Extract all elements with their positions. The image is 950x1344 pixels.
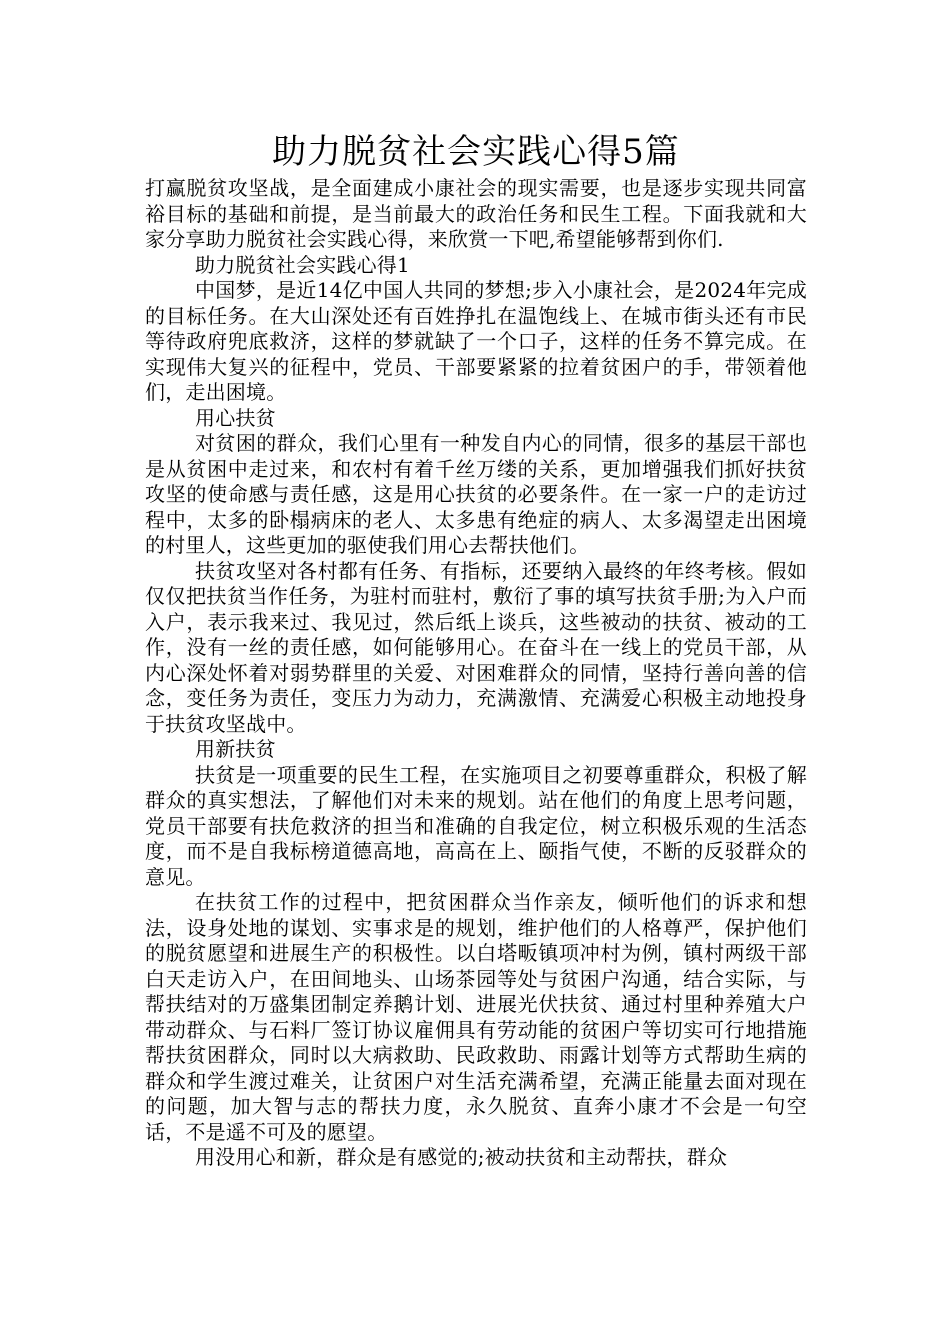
body-paragraph: 在扶贫工作的过程中，把贫困群众当作亲友，倾听他们的诉求和想法，设身处地的谋划、实事求是的规划，维护他们的人格尊严，保护他们的脱贫愿望和进展生产的积极性。以白塔畈镇项冲村为例，镇村两级干部白天走访入户，在田间地头、山场茶园等处与贫困户沟通，结合实际，与帮扶结对的万盛集团制定养鹅计划、进展光伏扶贫、通过村里种养殖大户带动群众、与石料厂签订协议雇佣具有劳动能的贫困户等切实可行地措施帮扶贫困群众，同时以大病救助、民政救助、雨露计划等方式帮助生病的群众和学生渡过难关，让贫困户对生活充满希望，充满正能量去面对现在的问题，加大智与志的帮扶力度，永久脱贫、直奔小康才不会是一句空话，不是遥不可及的愿望。 (145, 890, 807, 1144)
body-paragraph: 用心扶贫 (195, 405, 276, 430)
document-title: 助力脱贫社会实践心得5篇 (272, 132, 680, 172)
body-paragraph: 扶贫攻坚对各村都有任务、有指标，还要纳入最终的年终考核。假如仅仅把扶贫当作任务，为驻村而驻村，敷衍了事的填写扶贫手册;为入户而入户，表示我来过、我见过，然后纸上谈兵，这些被动的扶贫、被动的工作，没有一丝的责任感，如何能够用心。在奋斗在一线上的党员干部，从内心深处怀着对弱势群里的关爱、对困难群众的同情，坚持行善向善的信念，变任务为责任，变压力为动力，充满激情、充满爱心积极主动地投身于扶贫攻坚战中。 (145, 558, 807, 736)
body-paragraph: 用新扶贫 (195, 737, 276, 761)
body-paragraph: 助力脱贫社会实践心得1 (195, 252, 410, 277)
intro-paragraph: 打赢脱贫攻坚战，是全面建成小康社会的现实需要，也是逐步实现共同富裕目标的基础和前提，是当前最大的政治任务和民生工程。下面我就和大家分享助力脱贫社会实践心得，来欣赏一下吧,希望能够帮到你们. (145, 176, 807, 251)
body-paragraph: 扶贫是一项重要的民生工程，在实施项目之初要尊重群众，积极了解群众的真实想法，了解他们对未来的规划。站在他们的角度上思考问题，党员干部要有扶危救济的担当和准确的自我定位，树立积极乐观的生活态度，而不是自我标榜道德高地，高高在上、颐指气使，不断的反驳群众的意见。 (145, 762, 807, 889)
body-paragraph: 对贫困的群众，我们心里有一种发自内心的同情，很多的基层干部也是从贫困中走过来，和农村有着千丝万缕的关系，更加增强我们抓好扶贫攻坚的使命感与责任感，这是用心扶贫的必要条件。在一家一户的走访过程中，太多的卧榻病床的老人、太多患有绝症的病人、太多渴望走出困境的村里人，这些更加的驱使我们用心去帮扶他们。 (145, 431, 807, 557)
body-paragraph: 用没用心和新，群众是有感觉的;被动扶贫和主动帮扶，群众 (195, 1145, 728, 1169)
document-body (145, 176, 807, 1171)
body-paragraph: 中国梦，是近14亿中国人共同的梦想;步入小康社会，是2024年完成的目标任务。在大山深处还有百姓挣扎在温饱线上、在城市街头还有市民等待政府兜底救济，这样的梦就缺了一个口子，这样的任务不算完成。在实现伟大复兴的征程中，党员、干部要紧紧的拉着贫困户的手，带领着他们，走出困境。 (145, 278, 807, 404)
document-page (145, 128, 807, 1171)
